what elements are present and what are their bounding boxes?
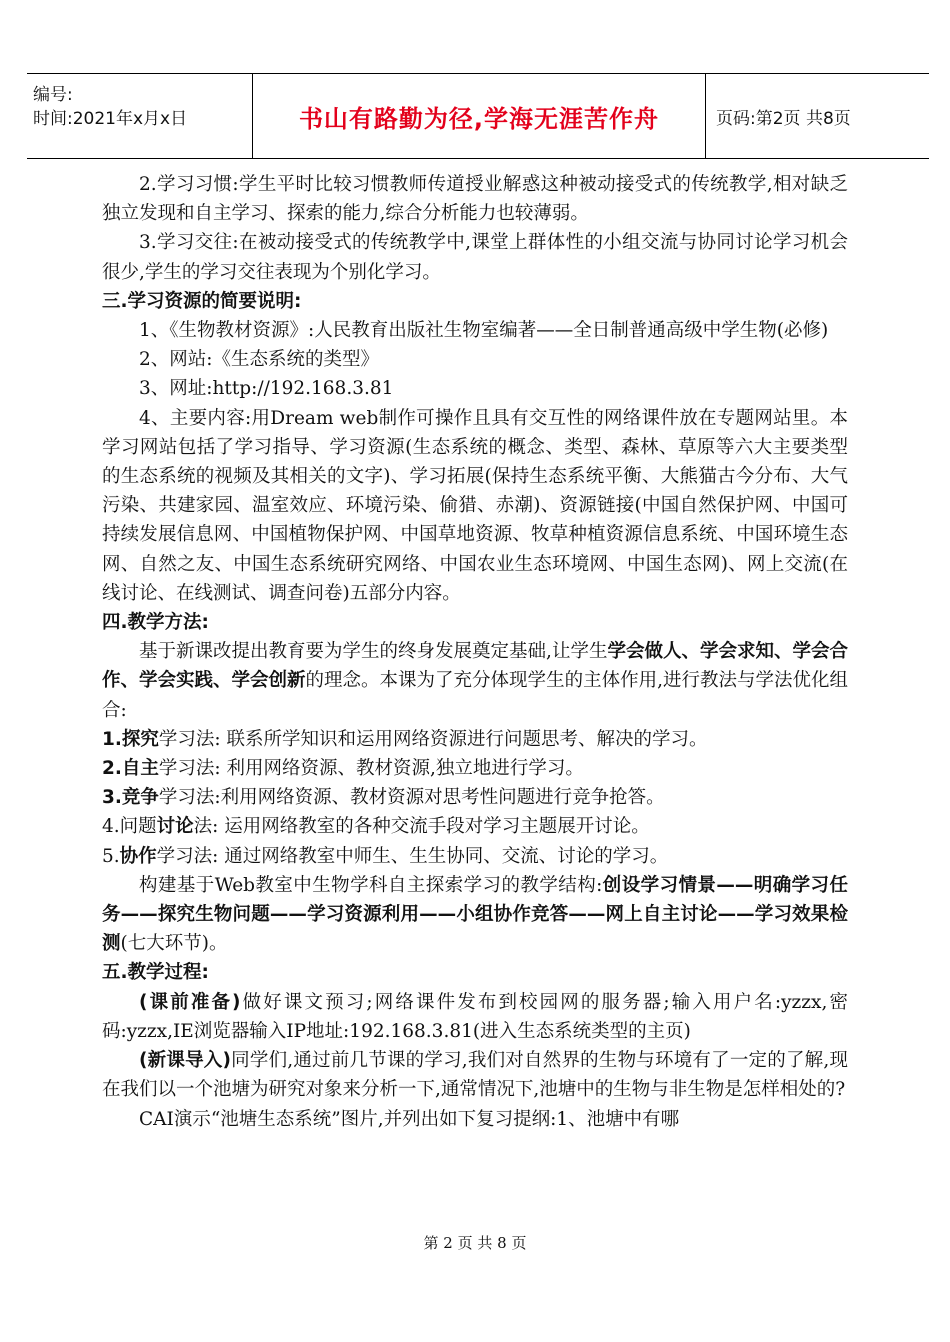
text-run: 构建基于Web教室中生物学科自主探索学习的教学结构: [139,874,603,896]
header-info-cell [27,74,253,158]
method-item [102,725,848,754]
paragraph: CAI演示“池塘生态系统”图片,并列出如下复习提纲:1、池塘中有哪 [139,1108,680,1130]
text-run: (七大环节)。 [120,933,228,955]
method-item [102,783,848,812]
paragraph: 1、《生物教材资源》:人民教育出版社生物室编著——全日制普通高级中学生物(必修) [139,320,829,342]
paragraph: 2.学习习惯:学生平时比较习惯教师传道授业解惑这种被动接受式的传统教学,相对缺乏独立发现和自主学习、探索的能力,综合分析能力也较薄弱。 [102,174,848,225]
header-page-label: 页码:第2页 共8页 [716,108,851,129]
header-page-cell [706,74,929,158]
method-name: 协作 [119,845,157,867]
bold-text-run: 创设学习情景——明确学习任务——探究生物问题——学习资源利用——小组协作竞答——网上自主讨论——学习效果检测 [102,874,848,955]
text-run: 做好课文预习;网络课件发布到校园网的服务器;输入用户名:yzzx,密码:yzzx,IE浏览器输入IP地址:192.168.3.81(进入生态系统类型的主页) [102,991,848,1042]
method-name: 3.竞争 [102,787,159,809]
header-motto-cell [253,74,706,158]
method-name: 1.探究 [102,728,159,750]
paragraph [102,988,848,1046]
section-heading: 四.教学方法: [102,612,209,634]
section-heading: 三.学习资源的简要说明: [102,290,302,312]
paragraph: 3、网址:http://192.168.3.81 [139,378,394,400]
paragraph: 4、主要内容:用Dream web制作可操作且具有交互性的网络课件放在专题网站里。本学习网站包括了学习指导、学习资源(生态系统的概念、类型、森林、草原等六大主要类型的生态系统的视频及其相关的文字)、学习拓展(保持生态系统平衡、大熊猫古今分布、大气污染、共建家园、温室效应、环境污染、偷猎、赤潮)、资源链接(中国自然保护网、中国可持续发展信息网、中国植物保护网、中国草地资源、牧草种植资源信息系统、中国环境生态网、自然之友、中国生态系统研究网络、中国农业生态环境网、中国生态网)、网上交流(在线讨论、在线测试、调查问卷)五部分内容。 [102,407,848,604]
paragraph [102,1046,848,1104]
paragraph [102,637,848,725]
method-name: 讨论 [156,816,194,838]
paragraph: 2、网站:《生态系统的类型》 [139,349,380,371]
method-text: 学习法: 联系所学知识和运用网络资源进行问题思考、解决的学习。 [158,728,708,750]
page-footer: 第 2 页 共 8 页 [423,1234,527,1252]
document-time-label: 时间:2021年x月x日 [33,109,188,129]
method-text: 学习法: 利用网络资源、教材资源,独立地进行学习。 [158,758,584,780]
method-prefix: 4.问题 [102,816,157,838]
text-run: 基于新课改提出教育要为学生的终身发展奠定基础,让学生 [139,641,608,663]
document-number-label: 编号: [33,85,73,105]
method-name: 2.自主 [102,758,159,780]
bold-text-run: 学会做人、学会求知、学会合作、学会实践、学会创新 [102,641,848,692]
method-prefix: 5. [102,845,120,867]
text-run: 同学们,通过前几节课的学习,我们对自然界的生物与环境有了一定的了解,现在我们以一个池塘为研究对象来分析一下,通常情况下,池塘中的生物与非生物是怎样相处的? [102,1050,848,1101]
text-run: 的理念。本课为了充分体现学生的主体作用,进行教法与学法优化组合: [102,670,848,721]
document-body [102,170,848,1134]
method-item [102,754,848,783]
header-motto: 书山有路勤为径,学海无涯苦作舟 [298,104,660,133]
paragraph [102,871,848,959]
method-text: 法: 运用网络教室的各种交流手段对学习主题展开讨论。 [193,816,650,838]
document-header [27,73,929,159]
section-heading: 五.教学过程: [102,962,209,984]
method-item [102,842,848,871]
method-text: 学习法:利用网络资源、教材资源对思考性问题进行竞争抢答。 [158,787,665,809]
method-item [102,812,848,841]
paragraph: 3.学习交往:在被动接受式的传统教学中,课堂上群体性的小组交流与协同讨论学习机会很少,学生的学习交往表现为个别化学习。 [102,232,848,283]
bold-text-run: (新课导入) [139,1050,231,1072]
method-text: 学习法: 通过网络教室中师生、生生协同、交流、讨论的学习。 [156,845,669,867]
bold-text-run: (课前准备) [139,991,241,1013]
